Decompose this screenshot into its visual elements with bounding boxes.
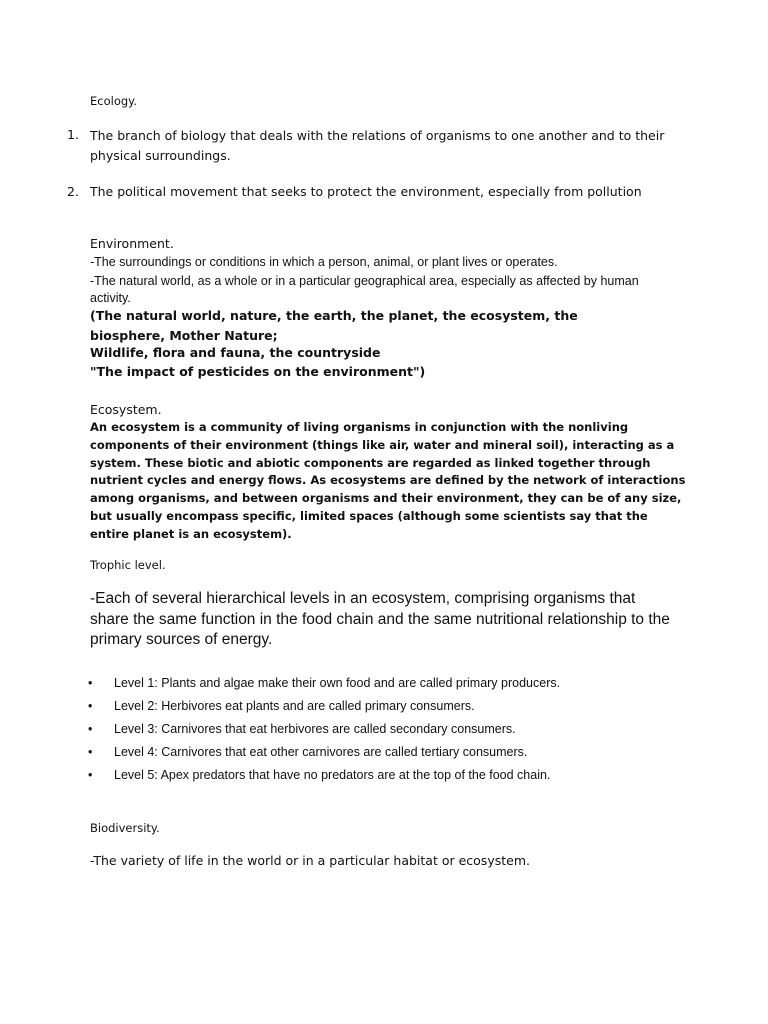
ecology-item-2-text: The political movement that seeks to protect the environment, especially from pollution xyxy=(90,184,642,199)
biodiversity-heading: Biodiversity. xyxy=(90,821,160,835)
bullet-icon: • xyxy=(88,722,93,736)
ecosystem-text: An ecosystem is a community of living organisms in conjunction with the nonliving components of their environment (things like air, water and mineral soil), interacting as a system. These biotic and abiotic components are regarded as linked together through nutrient cycles and energy flows. As ecosystems are defined by the network of interactions among organisms, and between organisms and their environment, they can be of any size, but usually encompass specific, limited spaces (although some scientists say that the entire planet is an ecosystem). xyxy=(90,420,686,541)
environment-synonyms-2: Wildlife, flora and fauna, the countryside xyxy=(90,345,381,360)
bullet-icon: • xyxy=(88,768,93,782)
environment-heading: Environment. xyxy=(90,236,174,251)
ecosystem-heading: Ecosystem. xyxy=(90,402,162,417)
trophic-level-5: Level 5: Apex predators that have no predators are at the top of the food chain. xyxy=(114,768,551,782)
environment-definition-2: -The natural world, as a whole or in a particular geographical area, especially as affected by human activity. xyxy=(90,274,639,305)
environment-synonyms: (The natural world, nature, the earth, the planet, the ecosystem, the biosphere, Mother Nature; xyxy=(90,308,578,343)
ecology-item-1-number: 1. xyxy=(67,127,79,142)
environment-definition-1: -The surroundings or conditions in which a person, animal, or plant lives or operates. xyxy=(90,255,558,269)
environment-example: "The impact of pesticides on the environment") xyxy=(90,364,426,379)
bullet-icon: • xyxy=(88,745,93,759)
trophic-level-3: Level 3: Carnivores that eat herbivores are called secondary consumers. xyxy=(114,722,516,736)
ecology-item-2-number: 2. xyxy=(67,184,79,199)
bullet-icon: • xyxy=(88,699,93,713)
trophic-definition: -Each of several hierarchical levels in an ecosystem, comprising organisms that share the same function in the food chain and the same nutritional relationship to the primary sources of energy. xyxy=(90,590,670,648)
ecology-item-1-text: The branch of biology that deals with the relations of organisms to one another and to their physical surroundings. xyxy=(90,128,665,163)
trophic-level-4: Level 4: Carnivores that eat other carnivores are called tertiary consumers. xyxy=(114,745,528,759)
trophic-heading: Trophic level. xyxy=(90,558,166,572)
biodiversity-definition: -The variety of life in the world or in a particular habitat or ecosystem. xyxy=(90,853,530,868)
ecology-heading: Ecology. xyxy=(90,94,137,108)
trophic-level-2: Level 2: Herbivores eat plants and are called primary consumers. xyxy=(114,699,475,713)
bullet-icon: • xyxy=(88,676,93,690)
trophic-levels-list xyxy=(90,676,708,796)
trophic-level-1: Level 1: Plants and algae make their own food and are called primary producers. xyxy=(114,676,561,690)
